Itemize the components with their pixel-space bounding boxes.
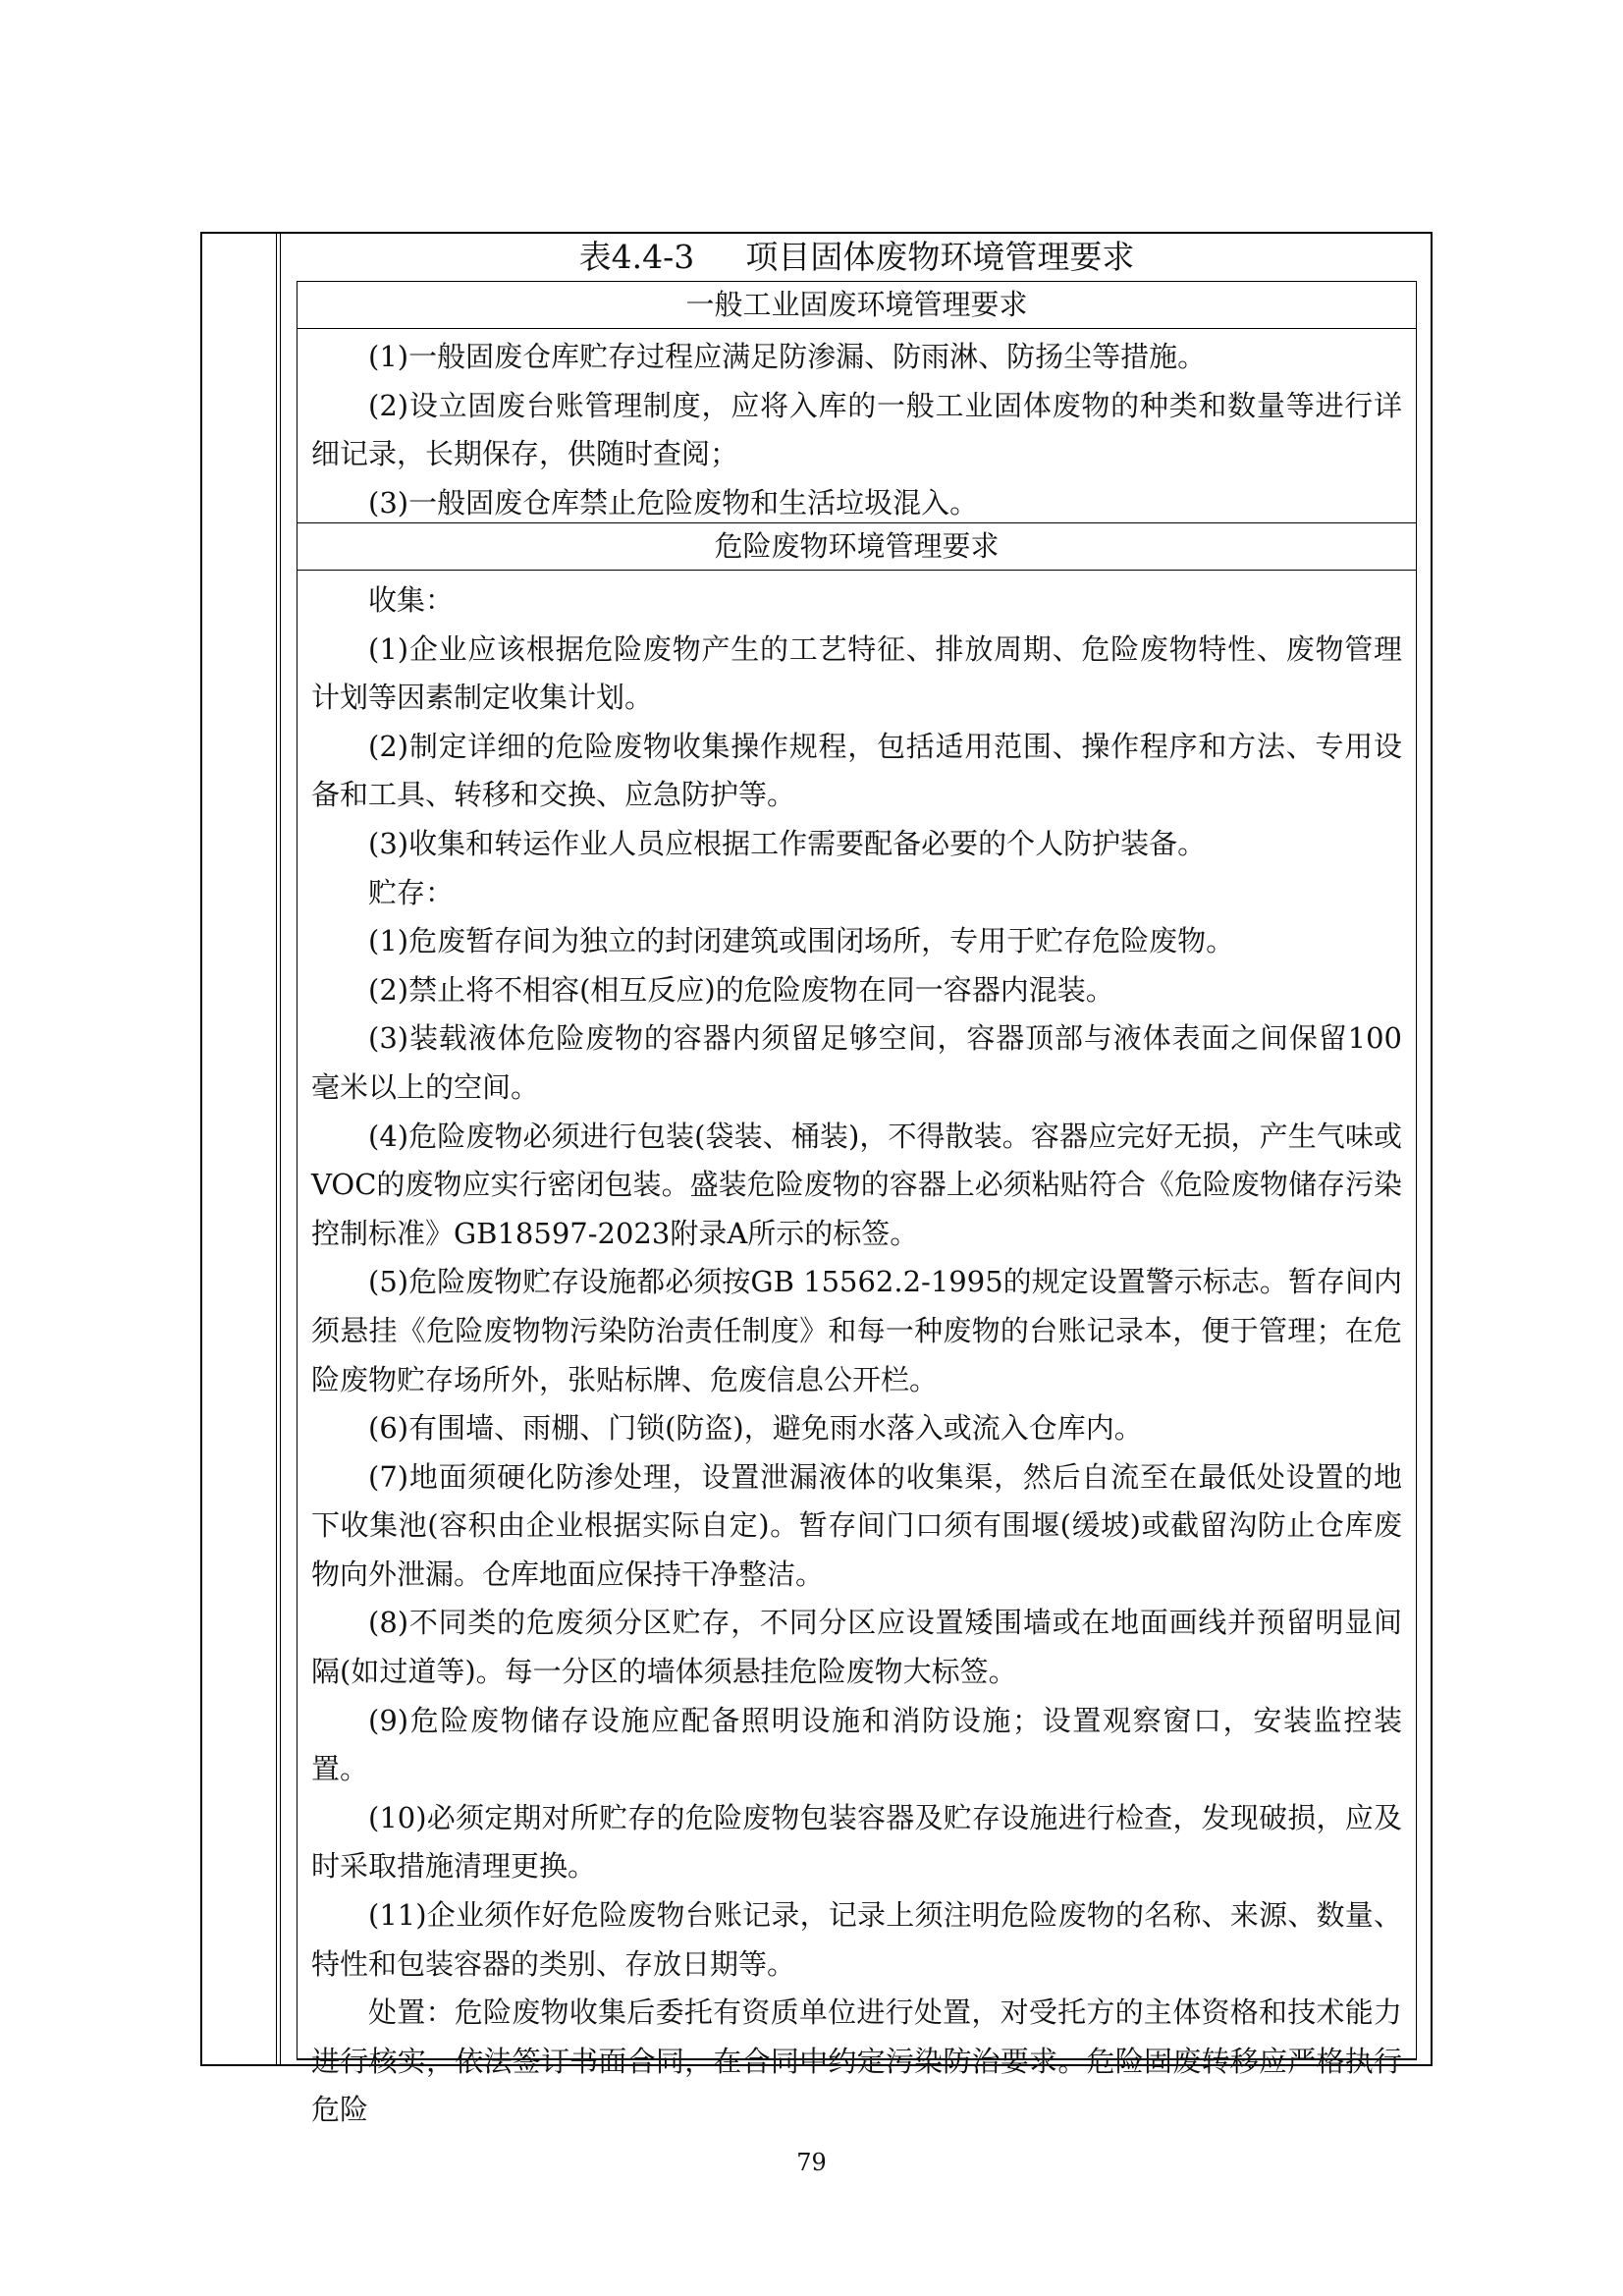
- general-waste-heading: 一般工业固废环境管理要求: [298, 282, 1416, 329]
- page-number: 79: [796, 2149, 827, 2176]
- hazardous-paragraph: (3)装载液体危险废物的容器内须留足够空间，容器顶部与液体表面之间保留100毫米以上的空间。: [311, 1021, 1402, 1104]
- general-waste-body: [298, 329, 1416, 522]
- table-number: 表4.4-3: [578, 238, 695, 276]
- hazardous-paragraph: 贮存：: [368, 875, 455, 909]
- hazardous-paragraph: 收集：: [368, 583, 455, 617]
- hazardous-paragraph: (1)企业应该根据危险废物产生的工艺特征、排放周期、危险废物特性、废物管理计划等因素制定收集计划。: [311, 631, 1402, 715]
- hazardous-paragraph: (7)地面须硬化防渗处理，设置泄漏液体的收集渠，然后自流至在最低处设置的地下收集池(容积由企业根据实际自定)。暂存间门口须有围堰(缓坡)或截留沟防止仓库废物向外泄漏。仓库地面应保持干净整洁。: [311, 1459, 1402, 1591]
- content-cell: [283, 234, 1431, 2127]
- hazardous-paragraph: 处置：危险废物收集后委托有资质单位进行处置，对受托方的主体资格和技术能力进行核实，依法签订书面合同，在合同中约定污染防治要求。危险固废转移应严格执行危险: [311, 1995, 1402, 2127]
- column-divider: [276, 234, 277, 2064]
- table-title: 项目固体废物环境管理要求: [745, 238, 1135, 276]
- hazardous-paragraph: (9)危险废物储存设施应配备照明设施和消防设施；设置观察窗口，安装监控装置。: [311, 1703, 1402, 1786]
- outer-table-frame: [200, 232, 1433, 2127]
- hazardous-paragraph: (10)必须定期对所贮存的危险废物包装容器及贮存设施进行检查，发现破损，应及时采取措施清理更换。: [311, 1800, 1402, 1884]
- general-paragraph: (2)设立固废台账管理制度，应将入库的一般工业固体废物的种类和数量等进行详细记录，长期保存，供随时查阅；: [311, 388, 1402, 471]
- table-caption: [283, 234, 1431, 281]
- hazardous-paragraph: (4)危险废物必须进行包装(袋装、桶装)，不得散装。容器应完好无损，产生气味或VOC的废物应实行密闭包装。盛装危险废物的容器上必须粘贴符合《危险废物储存污染控制标准》GB18597-2023附录A所示的标签。: [311, 1119, 1402, 1250]
- column-divider: [280, 234, 281, 2064]
- hazardous-waste-heading: 危险废物环境管理要求: [298, 522, 1416, 571]
- hazardous-paragraph: (11)企业须作好危险废物台账记录，记录上须注明危险废物的名称、来源、数量、特性和包装容器的类别、存放日期等。: [311, 1898, 1402, 1981]
- hazardous-paragraph: (6)有围墙、雨棚、门锁(防盗)，避免雨水落入或流入仓库内。: [368, 1411, 1143, 1446]
- requirements-table: [297, 281, 1417, 2127]
- hazardous-paragraph: (5)危险废物贮存设施都必须按GB 15562.2-1995的规定设置警示标志。暂存间内须悬挂《危险废物物污染防治责任制度》和每一种废物的台账记录本，便于管理；在危险废物贮存场所外，张贴标牌、危废信息公开栏。: [311, 1265, 1402, 1396]
- hazardous-paragraph: (1)危废暂存间为独立的封闭建筑或围闭场所，专用于贮存危险废物。: [368, 924, 1235, 958]
- hazardous-waste-body: [298, 571, 1416, 2135]
- general-paragraph: (1)一般固废仓库贮存过程应满足防渗漏、防雨淋、防扬尘等措施。: [368, 340, 1207, 373]
- general-paragraph: (3)一般固废仓库禁止危险废物和生活垃圾混入。: [368, 485, 979, 519]
- hazardous-paragraph: (3)收集和转运作业人员应根据工作需要配备必要的个人防护装备。: [368, 826, 1207, 860]
- hazardous-paragraph: (2)制定详细的危险废物收集操作规程，包括适用范围、操作程序和方法、专用设备和工具、转移和交换、应急防护等。: [311, 729, 1402, 812]
- hazardous-paragraph: (8)不同类的危废须分区贮存，不同分区应设置矮围墙或在地面画线并预留明显间隔(如过道等)。每一分区的墙体须悬挂危险废物大标签。: [311, 1606, 1402, 1689]
- hazardous-paragraph: (2)禁止将不相容(相互反应)的危险废物在同一容器内混装。: [368, 972, 1114, 1007]
